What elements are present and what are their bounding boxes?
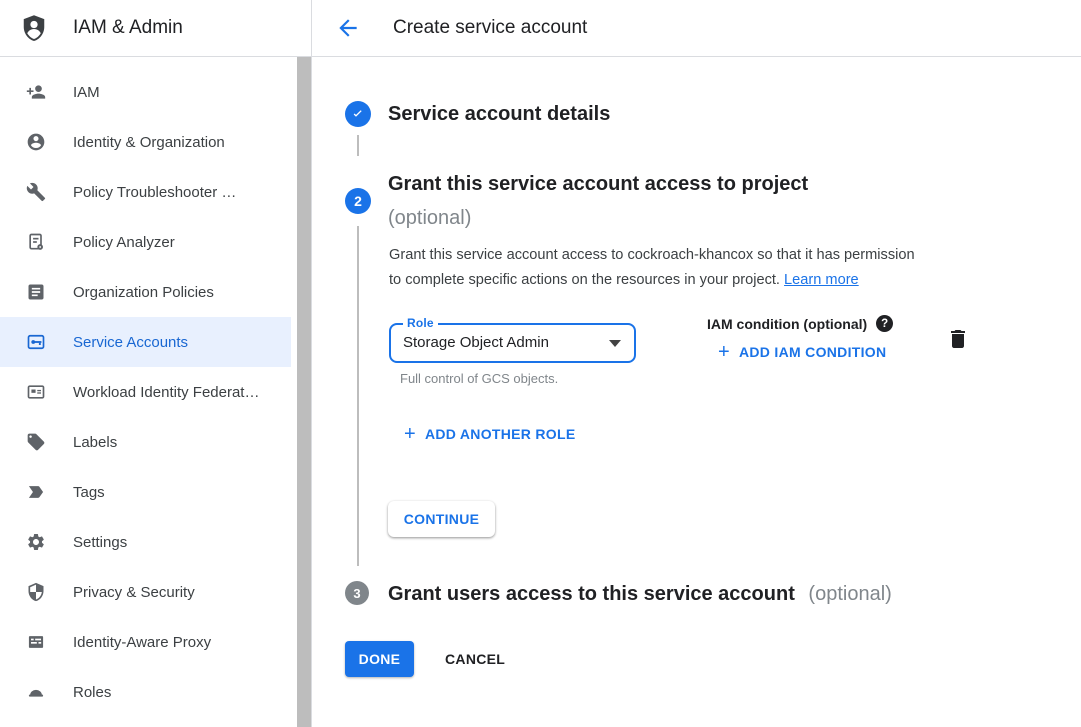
sidebar-item-settings[interactable] (0, 517, 291, 567)
help-glyph: ? (881, 317, 889, 330)
sidebar-item-identity-aware-proxy[interactable] (0, 617, 291, 667)
step1-title: Service account details (388, 103, 611, 125)
iam-condition-label-row (707, 315, 893, 332)
step2-number-badge (345, 188, 371, 214)
role-helper-text: Full control of GCS objects. (400, 371, 559, 386)
main-content (312, 57, 1081, 727)
description-line2: to complete specific actions on the resources in your project. (389, 272, 780, 288)
account-circle-icon (26, 132, 46, 152)
iam-admin-shield-icon (19, 13, 49, 43)
done-button[interactable]: DONE (345, 641, 414, 677)
continue-button[interactable]: CONTINUE (388, 501, 495, 537)
step1-completed-check-icon (345, 101, 371, 127)
sidebar-nav (0, 57, 291, 717)
step3-optional-label: (optional) (808, 583, 892, 605)
sidebar-header (0, 0, 311, 57)
sidebar-item-label: Identity & Organization (73, 133, 225, 151)
add-iam-condition-button[interactable] (718, 343, 886, 361)
person-add-icon (26, 82, 46, 102)
sidebar-item-label: Service Accounts (73, 333, 189, 351)
iam-condition-label: IAM condition (optional) (707, 315, 868, 332)
step3-title: Grant users access to this service account (388, 583, 795, 605)
sidebar-scrollbar[interactable] (297, 57, 311, 727)
sidebar-item-label: Roles (73, 683, 112, 701)
step3-heading (388, 581, 892, 607)
sidebar-item-label: Organization Policies (73, 283, 214, 301)
step2-description (389, 243, 1009, 293)
sidebar-item-workload-identity-federation[interactable] (0, 367, 291, 417)
page-title: Create service account (393, 17, 588, 38)
delete-role-button[interactable] (946, 327, 970, 351)
key-card-icon (26, 332, 46, 352)
role-select[interactable] (389, 316, 636, 363)
back-arrow-icon[interactable] (335, 15, 361, 41)
sidebar-item-label: Tags (73, 483, 105, 501)
learn-more-link[interactable]: Learn more (784, 272, 859, 288)
hard-hat-icon (26, 682, 46, 702)
gear-icon (26, 532, 46, 552)
plus-icon: + (718, 341, 730, 363)
sidebar-item-label: IAM (73, 83, 100, 101)
sidebar-item-service-accounts[interactable] (0, 317, 291, 367)
step2-title: Grant this service account access to project (388, 173, 809, 195)
sidebar-item-labels[interactable] (0, 417, 291, 467)
sidebar-item-iam[interactable] (0, 67, 291, 117)
id-card-icon (26, 382, 46, 402)
sidebar-item-identity-organization[interactable] (0, 117, 291, 167)
stepper-connector (357, 226, 359, 566)
role-field-label: Role (403, 316, 438, 330)
sidebar-item-organization-policies[interactable] (0, 267, 291, 317)
step2-heading (388, 167, 808, 235)
help-icon[interactable] (876, 315, 893, 332)
sidebar-item-label: Workload Identity Federat… (73, 383, 260, 401)
sidebar-item-label: Settings (73, 533, 128, 551)
document-gear-icon (26, 232, 46, 252)
sidebar-item-policy-troubleshooter[interactable] (0, 167, 291, 217)
arrow-tag-icon (26, 482, 46, 502)
role-selected-value: Storage Object Admin (403, 334, 549, 351)
stepper-connector (357, 135, 359, 156)
shield-half-icon (26, 582, 46, 602)
sidebar-item-label: Labels (73, 433, 118, 451)
add-iam-condition-label: ADD IAM CONDITION (738, 344, 887, 360)
trash-icon (946, 327, 970, 351)
proxy-grid-icon (26, 632, 46, 652)
step3-number: 3 (353, 585, 361, 601)
article-icon (26, 282, 46, 302)
sidebar (0, 0, 312, 727)
cancel-button[interactable]: CANCEL (429, 641, 521, 677)
sidebar-item-label: Policy Troubleshooter … (73, 183, 237, 201)
sidebar-item-label: Privacy & Security (73, 583, 195, 601)
sidebar-item-privacy-security[interactable] (0, 567, 291, 617)
plus-icon: + (404, 423, 416, 445)
sidebar-item-label: Policy Analyzer (73, 233, 175, 251)
sidebar-item-tags[interactable] (0, 467, 291, 517)
topbar (312, 0, 1081, 57)
sidebar-item-roles[interactable] (0, 667, 291, 717)
product-name: IAM & Admin (73, 17, 183, 38)
description-line1: Grant this service account access to cockroach-khancox so that it has permission (389, 247, 915, 263)
add-another-role-button[interactable] (404, 425, 576, 443)
sidebar-item-label: Identity-Aware Proxy (73, 633, 212, 651)
add-another-role-label: ADD ANOTHER ROLE (424, 426, 576, 442)
wrench-icon (26, 182, 46, 202)
tag-icon (26, 432, 46, 452)
step2-optional-label: (optional) (388, 207, 472, 229)
step2-number: 2 (354, 193, 362, 209)
step3-number-badge (345, 581, 369, 605)
sidebar-item-policy-analyzer[interactable] (0, 217, 291, 267)
dropdown-arrow-icon (609, 340, 621, 347)
